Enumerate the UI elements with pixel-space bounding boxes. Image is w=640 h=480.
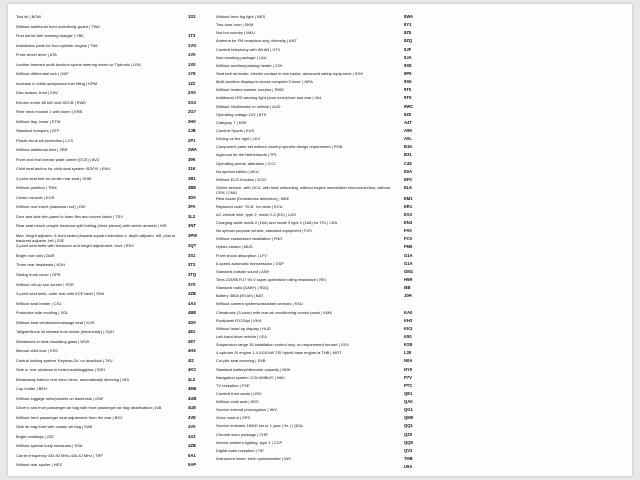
option-description: Without additional front underbody guard | TWU — [16, 23, 101, 29]
option-code: ES3 — [404, 211, 412, 217]
option-description: Multi-function display/on-board computer'Colour' | NRA — [216, 79, 313, 85]
option-code: 9JA — [404, 54, 412, 60]
option-code: KA0 — [404, 309, 413, 315]
option-description: Installation parts for four-cylinder engine | TWL — [16, 42, 99, 48]
option-description: Roofpanel R1234yf | KKH — [216, 317, 262, 323]
option-code: 9S6 — [404, 79, 412, 85]
option-description: Standard radio (DAB+) | RDQ — [216, 285, 269, 291]
option-description: Without seat ventilation/massage seat | KHS — [16, 319, 95, 325]
option-description: Interior ambient lighting, type 1 | CCP — [216, 439, 283, 445]
option-description: Filler neck module 1 with insert | ERB — [16, 109, 83, 115]
option-code: FA0 — [404, 228, 412, 234]
option-code: 2WA — [188, 147, 198, 153]
option-description: Navigation system 'COLUMBUS' | NAV — [216, 374, 285, 380]
option-code: 4ZB — [188, 443, 196, 449]
option-description: Comfort telephony with WLAN | VTV — [216, 46, 281, 52]
option-code: 8ZQ — [404, 38, 413, 44]
option-description: Without flap, lower | ETM — [16, 118, 61, 124]
option-description: Without 'Multimedia' in vehicle | AUD — [216, 103, 281, 109]
option-code: 8WA — [404, 14, 414, 19]
option-description: AC vehicle inlet, type 2, mode 2-3 (EU) | LDO — [216, 211, 297, 217]
option-description: Central locking system 'Keyless-Go' no deadlock | TKV — [16, 357, 113, 363]
option-description: Without camera systems/assistant sensors | KSU — [216, 301, 303, 307]
option-code: A0L — [404, 136, 412, 142]
option-description: Leather trimmed multi-function sports steering wheel w/ Tiptronic | LRA — [16, 61, 141, 67]
option-description: Man. height adjustm. & front seats plusseat squab inclination a. depth adjustm. left, plus el. backrest adjustm. left | SJE — [16, 232, 177, 243]
option-description: No special purpose vehicle, standard equipment | FZS — [216, 228, 312, 234]
option-code: 4U8 — [188, 405, 196, 411]
option-description: Operating voltage 12V | BTK — [216, 111, 267, 117]
option-description: Without differential lock | GDF — [16, 71, 69, 77]
option-description: Center console | KOS — [16, 194, 55, 200]
option-description: Bright moldings | Z2E — [16, 433, 54, 439]
option-description: Windshield in heat-insulating glass | WSS — [16, 338, 90, 344]
option-code: 2A0 — [188, 90, 196, 96]
option-code: 3D0 — [188, 194, 196, 200]
option-description: 3-point seat belt for center rear seat | SHM — [16, 175, 92, 181]
option-code: 4L2 — [188, 376, 196, 382]
option-code: QZ0 — [404, 431, 413, 437]
option-description: Two-tone horn | SKM — [216, 22, 254, 28]
option-code: 2H0 — [188, 118, 196, 124]
option-description: 6-speed automatic transmission | GSP — [216, 260, 284, 266]
option-code: QG1 — [404, 407, 413, 413]
option-description: Child seat anchor for child seat system ISOFIX | EHU — [16, 166, 111, 172]
option-description: Without additional tires | ZBR — [16, 147, 68, 153]
option-code: 9P9 — [404, 70, 412, 76]
option-description: Replaced code ' EC8 ' for radio | ECU — [216, 203, 283, 209]
option-description: Front wheel drive | ATA — [16, 52, 57, 58]
option-description: Charging cable mode 2 (15A) and mode 3 type 2 (16A) for ITU | LRA — [216, 219, 338, 225]
option-description: Not hot country | MKU — [216, 30, 256, 36]
option-description: Without child seat | KES — [216, 399, 259, 405]
option-code: 4BE — [188, 310, 197, 316]
option-code: 1X0 — [188, 61, 196, 67]
option-description: Without auxiliary/parking heater | ZJH — [216, 62, 283, 68]
option-code: 4M6 — [188, 386, 197, 392]
option-description: 4-cylinder SI engine 1.4 l/115 kW TSI hybrid base engine ia THB | MOT — [216, 350, 342, 356]
option-code: THB — [404, 456, 413, 462]
option-description: Online service, with OCU, with heat unitcoding, without engine immobilizer interconnection, without CFM | CMU — [216, 184, 391, 195]
option-code: 5AP — [188, 462, 197, 468]
option-description: Three rear headrests | KOH — [16, 262, 66, 268]
option-description: Battery 380A (59 Ah) | BAT — [216, 293, 264, 299]
option-code: 31K — [188, 166, 196, 172]
option-description: Without roll-up sun screen | SSR — [16, 281, 74, 287]
option-description: No special edition | AKU — [216, 168, 259, 174]
option-description: Digital radio reception | TIE — [216, 447, 264, 453]
option-description: Climatronic (3-zone) with rear air conditioning control panel | KMA — [216, 309, 332, 315]
option-description: TV reception | FSE — [216, 382, 250, 388]
option-code: 3B1 — [188, 175, 196, 181]
option-code: 3S1 — [188, 252, 196, 258]
option-description: First aid kit with warning triangle | YBK — [16, 33, 84, 39]
option-code: EF0 — [404, 176, 412, 182]
option-code: A4T — [404, 119, 412, 125]
option-code: B1K — [404, 144, 413, 150]
option-description: Tires 215/55 R17 94 V super-optimised rolling resistance | REI — [216, 276, 327, 282]
left-code-column — [188, 14, 210, 472]
option-description — [216, 464, 398, 472]
option-description: Without ECO function | ECO — [216, 176, 267, 182]
option-code: 9T0 — [404, 87, 412, 93]
option-code: 4I2 — [188, 357, 194, 363]
option-code: 9S8 — [404, 62, 412, 68]
option-description: Standard bumpers | STF — [16, 128, 60, 134]
option-description: Side air bag front with curtain air bag | SAB — [16, 424, 93, 430]
option-description: Approval for the Netherlands | TPL — [216, 152, 278, 158]
option-description: Without partition | TRM — [16, 185, 57, 191]
option-code: FC0 — [404, 236, 412, 242]
option-code: GM1 — [404, 268, 414, 274]
option-code: 1VG — [188, 42, 197, 48]
option-code: 3BE — [188, 185, 197, 191]
option-description: Disc brakes, front | EAV — [16, 90, 58, 96]
option-description: Seat belt reminder, electric contact in trim backs, advanced safety equipment | SGK — [216, 70, 364, 76]
option-code: 3NT — [188, 223, 196, 229]
option-code: QV3 — [404, 447, 413, 453]
option-code: FM5 — [404, 244, 413, 250]
option-code: PTC — [404, 382, 413, 388]
option-description: Service indicator 15000 km or 1 year ( fix ) | QDA — [216, 423, 303, 429]
option-description: Electric motor 85 kW /unit DECB | RWD — [16, 99, 87, 105]
option-code: 4X3 — [188, 433, 196, 439]
option-description: Rest Assist (Drowsiness detection) | MKE — [216, 195, 290, 201]
option-code: EM1 — [404, 195, 413, 201]
option-description: Standard battery/alternator capacity | BGK — [216, 366, 291, 372]
option-code: 3FA — [188, 204, 196, 210]
option-description: Front shock absorption | LFV — [216, 252, 268, 258]
option-code: 3PW — [188, 232, 198, 238]
option-code: B31 — [404, 152, 412, 158]
option-description: Rear seat bench unsplit, backrest split folding (three pieces) with center armrest | HIS — [16, 223, 167, 229]
option-description: Increase in initial acceptance fuel filling | KRM — [16, 80, 98, 86]
option-description: Operating permit, alteration | CCC — [216, 160, 277, 166]
option-description: Tailgate/trunk lid release from inside (electrically) | SQH — [16, 329, 114, 335]
option-description: Category 7 | KRE — [216, 119, 247, 125]
option-description: Tool kit | BOW — [16, 14, 42, 19]
option-code: 9Z0 — [404, 111, 412, 117]
option-code: G1A — [404, 252, 413, 258]
option-code: 3QT — [188, 243, 197, 249]
option-description: Component parts set without country-specific design requirement | ROB — [216, 144, 343, 150]
option-code: 1Y8 — [188, 71, 196, 77]
option-code: 8Y1 — [404, 22, 412, 28]
option-description: Without seat heater | CS1 — [16, 300, 62, 306]
option-description: Non-smoking package | LAU — [216, 54, 267, 60]
option-description: Driving on the right | LKV — [216, 136, 261, 142]
option-description: Hybrid variant | MUS — [216, 244, 253, 250]
option-description: Without front passenger seat adjustment from the rear | BSV — [16, 414, 123, 420]
option-code: 3L2 — [188, 213, 196, 219]
option-description: Without roof insert (standard roof) | DEI — [16, 204, 86, 210]
option-code: 3T2 — [188, 262, 196, 268]
option-description: Plastic trunk sill protection | LCS — [16, 137, 74, 143]
option-code: 4KC — [188, 367, 197, 373]
option-code: 4E7 — [188, 338, 196, 344]
option-code: 2P1 — [188, 137, 196, 143]
option-description: Without rear spoiler | HES — [16, 462, 62, 468]
option-code: 3TQ — [188, 272, 197, 277]
option-code: H5R — [404, 276, 413, 282]
option-description: 3-point seat belts with tensioner and height adjustment, front | RSV — [16, 243, 134, 249]
option-description: Sliding trunk cover | GPR — [16, 272, 61, 277]
option-code: ER1 — [404, 203, 413, 209]
option-code: E0A — [404, 168, 413, 174]
option-code: 1V0 — [188, 52, 196, 58]
option-code: 9TK — [404, 95, 412, 101]
option-code: EN3 — [404, 219, 413, 225]
option-description: Without special body measures | KSA — [16, 443, 83, 449]
option-code: 9WC — [404, 103, 414, 109]
option-code: QA0 — [404, 399, 413, 405]
option-description: Manual child lock | KSS — [16, 348, 58, 354]
option-code: 39K — [188, 156, 196, 162]
option-description: Protective side molding | SGL — [16, 310, 69, 316]
option-code: EL6 — [404, 184, 412, 190]
option-description: Comfort Sports | KUS — [216, 127, 255, 133]
document-page — [8, 4, 632, 476]
option-code: QQ1 — [404, 423, 413, 429]
option-code — [188, 24, 210, 33]
option-description: Comfort front seats | USG — [216, 390, 262, 396]
columns-container — [8, 4, 632, 476]
option-code: 4V0 — [188, 424, 196, 430]
option-code: 4H3 — [188, 348, 196, 354]
option-description: Door and side trim panel in foam film and woven fabric | TSV — [16, 213, 123, 219]
option-description: Carrier frequency 433.92 MHz-434.42 MHz | TRF — [16, 452, 103, 458]
option-code: QQ8 — [404, 439, 413, 445]
option-code: NY0 — [404, 366, 413, 372]
option-description: Without luggage nets/pockets on backrests | GNF — [16, 395, 104, 401]
option-description: Front and rear license plate carrier (ECE) | AVZ — [16, 156, 100, 162]
option-description: Without customized installation | FNO — [216, 236, 283, 242]
option-code: G1A — [404, 260, 413, 266]
option-description: Breakaway interior rear view mirror, automatically dimming | INS — [16, 376, 130, 382]
option-code: QM5 — [404, 415, 414, 421]
option-code: 8Z5 — [404, 30, 412, 36]
option-description: Left-hand drive vehicle | LEA — [216, 333, 267, 339]
option-code: U5A — [404, 464, 413, 470]
option-code: K50 — [404, 333, 412, 339]
right-description-column — [216, 14, 398, 472]
option-description: Additional LED warning light (door inner)front and rear | VAL — [216, 95, 322, 101]
option-code: 1Z2 — [188, 80, 196, 86]
option-code: 2G3 — [188, 99, 196, 105]
option-code: 4UB — [188, 395, 197, 401]
option-code: 9JF — [404, 46, 412, 52]
option-code — [404, 301, 430, 309]
option-description: Driver's and front passenger air bag with front passenger air bag deactivation | AIB — [16, 405, 162, 411]
option-code: P7V — [404, 374, 412, 380]
option-description: Voice control | SPS — [216, 415, 251, 421]
option-description: Suspension range 35 installation control only, no requirement forroad | GXV — [216, 342, 350, 348]
option-code: QE1 — [404, 390, 413, 396]
option-code: KS8 — [404, 342, 413, 348]
option-description: Standard outside sound | ASH — [216, 268, 270, 274]
option-description: Cup holder | BEH — [16, 386, 47, 392]
option-description: Side a. rear windows in heat-insulatingglass | SSH — [16, 367, 105, 373]
option-description: Bright roof rails | DAR — [16, 252, 55, 258]
option-code: KK3 — [404, 325, 413, 331]
option-description: Without head-up display | HUD — [216, 325, 271, 331]
option-description: Antenna for FM reception only, diversity | ANT — [216, 38, 297, 44]
option-code: 4VE — [188, 414, 196, 420]
option-code: I8B — [404, 285, 411, 291]
option-code: 3ZB — [188, 291, 196, 297]
option-code: 3Y0 — [188, 281, 196, 287]
option-description: 3-point seat belts, outer rear with ECE label | SHA — [16, 291, 105, 297]
option-code: C45 — [404, 160, 412, 166]
option-code: 2G7 — [188, 109, 196, 115]
right-code-column — [404, 14, 430, 472]
option-description: Service interval prolongation | WIV — [216, 407, 278, 413]
left-description-column — [16, 14, 182, 472]
option-description: Instrument insert, km/h speedometer | INS — [216, 456, 291, 462]
option-code: A9K — [404, 127, 413, 133]
option-code: N0A — [404, 358, 413, 364]
option-description: Without front fog light | NES — [216, 14, 266, 19]
option-description: Chrome worn package | CHR — [216, 431, 268, 437]
option-code: 4E2 — [188, 329, 196, 335]
option-code: KH3 — [404, 317, 413, 323]
option-code: 5A1 — [188, 452, 196, 458]
option-description: Cut pile seat covering | SXB — [216, 358, 266, 364]
option-code: 1T3 — [188, 33, 196, 39]
option-code: 1S3 — [188, 14, 196, 19]
option-code: 4A3 — [188, 300, 196, 306]
option-code: J0H — [404, 293, 412, 299]
option-code: L35 — [404, 350, 412, 356]
option-code: 2JB — [188, 128, 196, 134]
option-description: Without heated washer nozzles | RWD — [216, 87, 284, 93]
option-code: 4D0 — [188, 319, 196, 325]
